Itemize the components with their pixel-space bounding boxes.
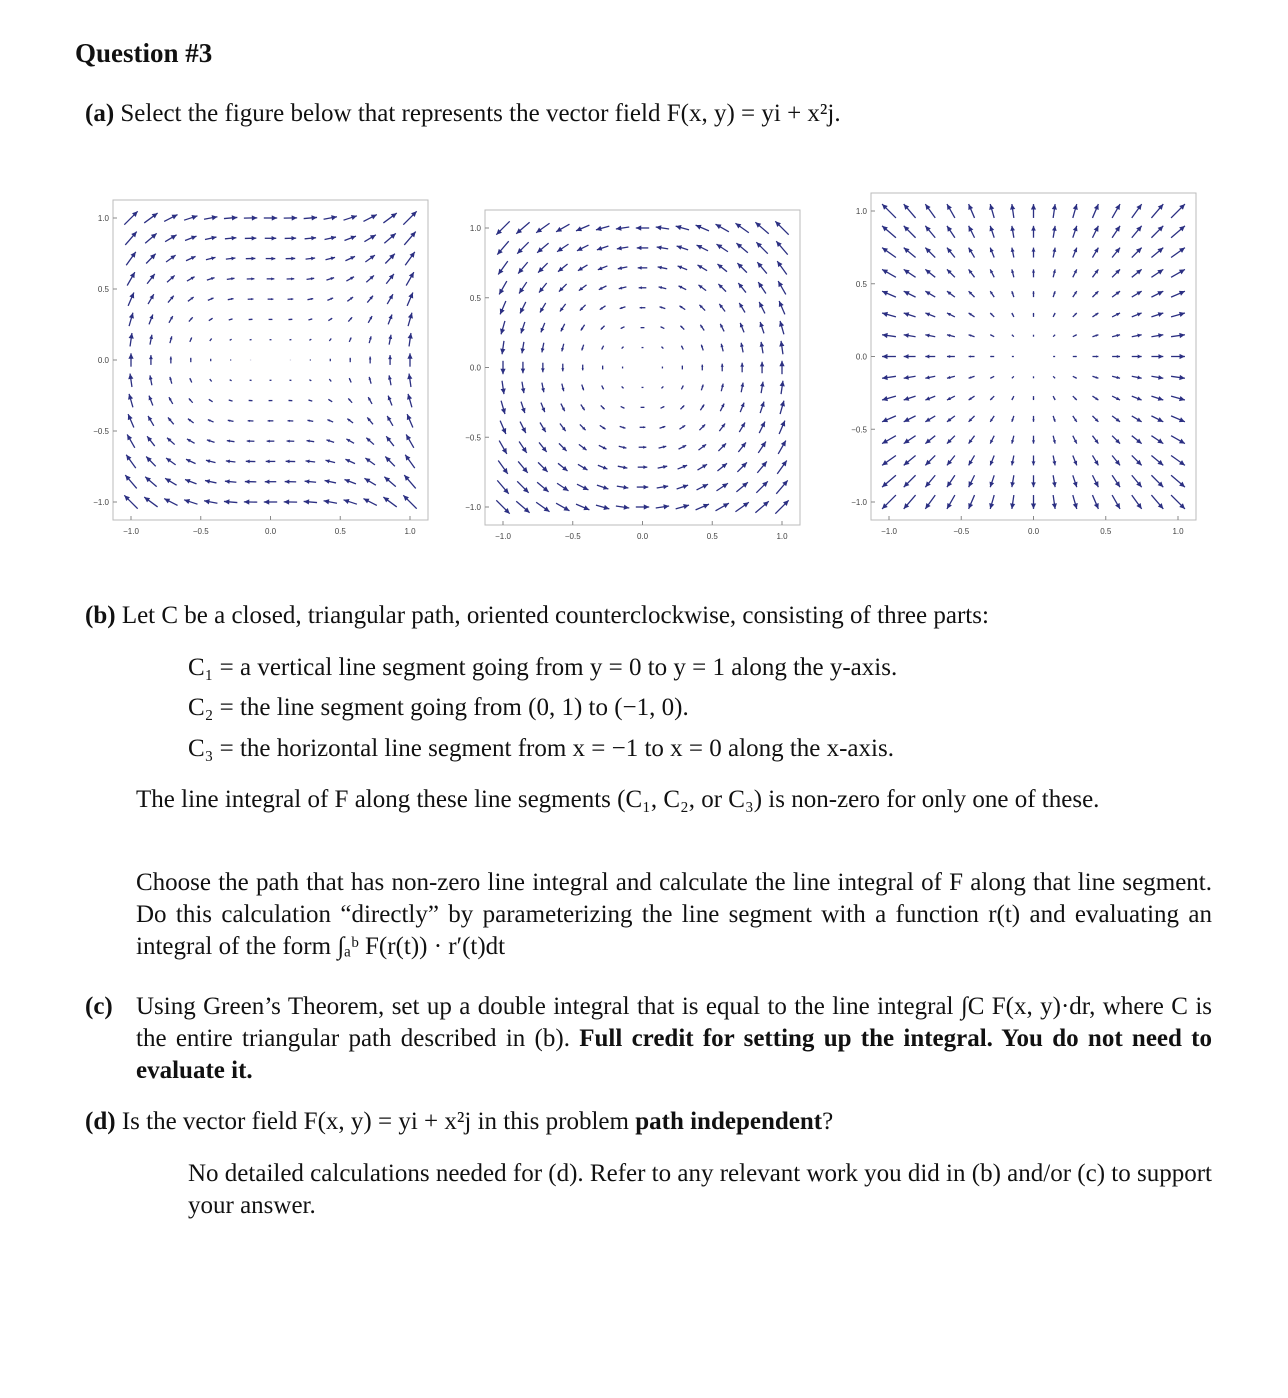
x-tick-label: −1.0 (123, 527, 139, 536)
x-tick-label: 0.0 (636, 532, 649, 541)
field-arrow (349, 358, 351, 362)
question-title: Question #3 (75, 38, 213, 68)
part-d-note: No detailed calculations needed for (d). Refer to any relevant work you did in (b) and/or (c) to support your answer. (188, 1160, 1212, 1219)
y-tick-label: −0.5 (93, 427, 109, 436)
vector-field-plot-2[interactable] (450, 205, 810, 550)
part-c-text: Using Green’s Theorem, set up a double integral that is equal to the line integral ∫C F(x, y)·dr, where C is the entire triangular path described in (b). (136, 993, 1212, 1052)
field-arrow (289, 400, 293, 401)
x-tick-label: 0.5 (706, 532, 718, 541)
part-b-paragraph-1: The line integral of F along these line segments (C₁, C₂, or C₃) is non-zero for only one of these. (136, 786, 1100, 813)
x-tick-label: −0.5 (564, 532, 581, 541)
field-arrow (190, 358, 192, 362)
part-a-text: Select the figure below that represents the vector field F(x, y) = yi + x²j. (120, 100, 841, 127)
field-arrow (269, 400, 273, 401)
part-d-bold: path independent (635, 1108, 823, 1135)
part-d-label: (d) (85, 1108, 116, 1135)
part-d (85, 1106, 1245, 1138)
field-arrow (249, 400, 253, 401)
x-tick-label: −1.0 (495, 532, 511, 541)
y-tick-label: 0.5 (97, 285, 109, 294)
field-arrow (289, 319, 293, 320)
y-tick-label: −1.0 (465, 503, 481, 512)
x-tick-label: 0.0 (264, 527, 277, 536)
x-tick-label: 0.5 (334, 527, 346, 536)
y-tick-label: 1.0 (855, 207, 867, 216)
part-a (85, 98, 1245, 130)
x-tick-label: 1.0 (404, 527, 416, 536)
x-tick-label: 0.0 (1027, 527, 1040, 536)
vector-field-plot-3[interactable] (836, 188, 1206, 545)
part-b-c2: C₂ = the line segment going from (0, 1) to (−1, 0). (188, 694, 689, 721)
x-tick-label: −1.0 (881, 527, 897, 536)
y-tick-label: 0.0 (469, 363, 481, 373)
part-b-c3: C₃ = the horizontal line segment from x = −1 to x = 0 along the x-axis. (188, 735, 894, 762)
field-arrow (269, 319, 273, 320)
field-arrow (1033, 396, 1035, 400)
part-c-label-text: (c) (85, 993, 113, 1020)
part-b-intro (85, 600, 1245, 632)
part-c (136, 991, 1212, 1087)
part-c-bold: Full credit for setting up the integral. You do not need to evaluate it. (136, 1025, 1213, 1084)
y-tick-label: 0.0 (97, 356, 109, 365)
field-arrow (1033, 313, 1035, 317)
y-tick-label: 0.5 (855, 279, 867, 289)
y-tick-label: −0.5 (851, 425, 867, 435)
field-arrow (641, 407, 645, 408)
y-tick-label: 0.5 (469, 293, 481, 303)
x-tick-label: 1.0 (776, 532, 788, 541)
y-tick-label: 1.0 (469, 224, 481, 233)
field-arrow (602, 366, 603, 370)
field-arrow (990, 356, 994, 358)
y-tick-label: −1.0 (851, 498, 867, 507)
part-b-paragraph-2: Choose the path that has non-zero line integral and calculate the line integral of F along that line segment. Do this calculation “directly” by parameterizing the line segment with a function r(t) and evaluating an integral of the form ∫ₐᵇ F(r(t)) · r′(t)dt (136, 869, 1212, 960)
part-c-label (85, 991, 125, 1023)
x-tick-label: −0.5 (192, 527, 209, 536)
x-tick-label: −0.5 (953, 527, 970, 536)
vector-field-plot-1[interactable] (78, 195, 438, 545)
part-b-label: (b) (85, 602, 116, 629)
x-tick-label: 1.0 (1172, 527, 1184, 536)
field-arrow (249, 319, 253, 320)
field-arrow (1073, 356, 1077, 358)
part-b-intro-text: Let C be a closed, triangular path, oriented counterclockwise, consisting of three parts: (121, 602, 989, 629)
y-tick-label: 1.0 (97, 214, 109, 223)
field-arrow (641, 327, 645, 328)
part-d-text-after: ? (822, 1108, 834, 1135)
y-tick-label: 0.0 (855, 352, 867, 362)
field-arrow (682, 366, 683, 370)
part-d-text: Is the vector field F(x, y) = yi + x²j in this problem (121, 1108, 629, 1135)
y-tick-label: −1.0 (93, 498, 109, 507)
x-tick-label: 0.5 (1100, 527, 1112, 536)
part-b-c1: C₁ = a vertical line segment going from y = 0 to y = 1 along the y-axis. (188, 654, 898, 681)
y-tick-label: −0.5 (465, 433, 481, 443)
part-a-label: (a) (85, 100, 115, 127)
